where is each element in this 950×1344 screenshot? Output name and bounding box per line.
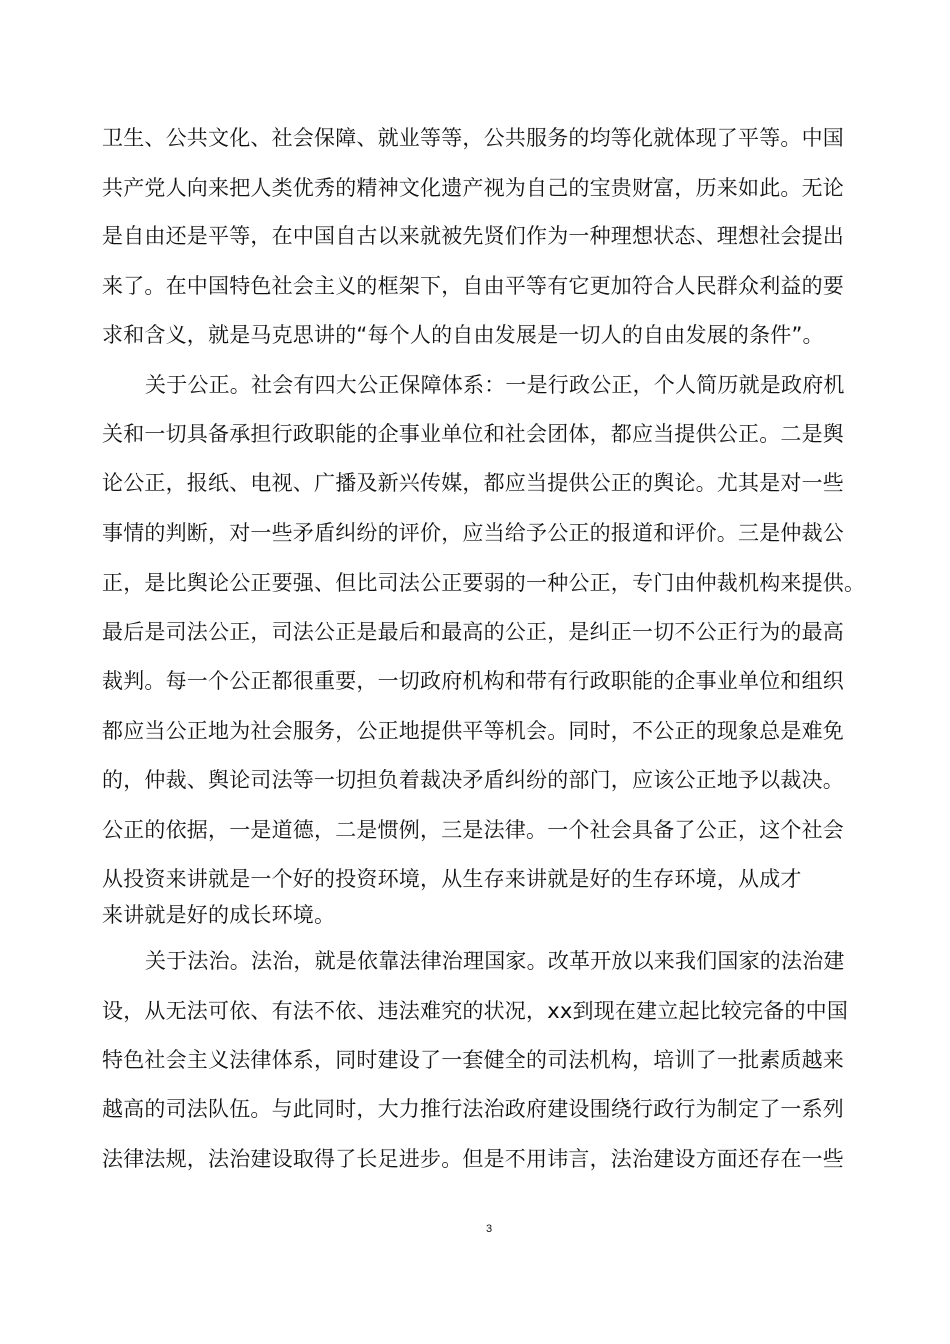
text-line: 卫生、公共文化、社会保障、就业等等，公共服务的均等化就体现了平等。中国 [102, 126, 844, 150]
text-line: 特色社会主义法律体系，同时建设了一套健全的司法机构，培训了一批素质越来 [102, 1048, 844, 1072]
text-line: 来了。在中国特色社会主义的框架下，自由平等有它更加符合人民群众利益的要 [102, 274, 844, 298]
text-line: 论公正，报纸、电视、广播及新兴传媒，都应当提供公正的舆论。尤其是对一些 [102, 471, 844, 495]
paragraph-start-line: 关于法治。法治，就是依靠法律治理国家。改革开放以来我们国家的法治建 [145, 949, 845, 973]
text-line: 从投资来讲就是一个好的投资环境，从生存来讲就是好的生存环境，从成才 [102, 867, 802, 891]
text-line: 事情的判断，对一些矛盾纠纷的评价，应当给予公正的报道和评价。三是仲裁公 [102, 521, 844, 545]
text-line: 求和含义，就是马克思讲的“每个人的自由发展是一切人的自由发展的条件”。 [102, 323, 824, 347]
text-line: 正，是比舆论公正要强、但比司法公正要弱的一种公正，专门由仲裁机构来提供。 [102, 571, 866, 595]
text-line: 的，仲裁、舆论司法等一切担负着裁决矛盾纠纷的部门，应该公正地予以裁决。 [102, 768, 844, 792]
text-line: 最后是司法公正，司法公正是最后和最高的公正，是纠正一切不公正行为的最高 [102, 620, 844, 644]
page-number: 3 [485, 1223, 493, 1235]
text-line: 设，从无法可依、有法不依、违法难究的状况，xx到现在建立起比较完备的中国 [102, 999, 849, 1023]
text-line: 来讲就是好的成长环境。 [102, 903, 336, 927]
text-line: 公正的依据，一是道德，二是惯例，三是法律。一个社会具备了公正，这个社会 [102, 818, 844, 842]
text-line: 越高的司法队伍。与此同时，大力推行法治政府建设围绕行政行为制定了一系列 [102, 1097, 844, 1121]
text-line: 裁判。每一个公正都很重要，一切政府机构和带有行政职能的企事业单位和组织 [102, 669, 844, 693]
text-line: 法律法规，法治建设取得了长足进步。但是不用讳言，法治建设方面还存在一些 [102, 1147, 844, 1171]
text-line: 都应当公正地为社会服务，公正地提供平等机会。同时，不公正的现象总是难免 [102, 719, 844, 743]
text-line: 是自由还是平等，在中国自古以来就被先贤们作为一种理想状态、理想社会提出 [102, 224, 844, 248]
text-line: 关和一切具备承担行政职能的企事业单位和社会团体，都应当提供公正。二是舆 [102, 422, 844, 446]
paragraph-start-line: 关于公正。社会有四大公正保障体系：一是行政公正，个人简历就是政府机 [145, 373, 845, 397]
text-line: 共产党人向来把人类优秀的精神文化遗产视为自己的宝贵财富，历来如此。无论 [102, 176, 844, 200]
